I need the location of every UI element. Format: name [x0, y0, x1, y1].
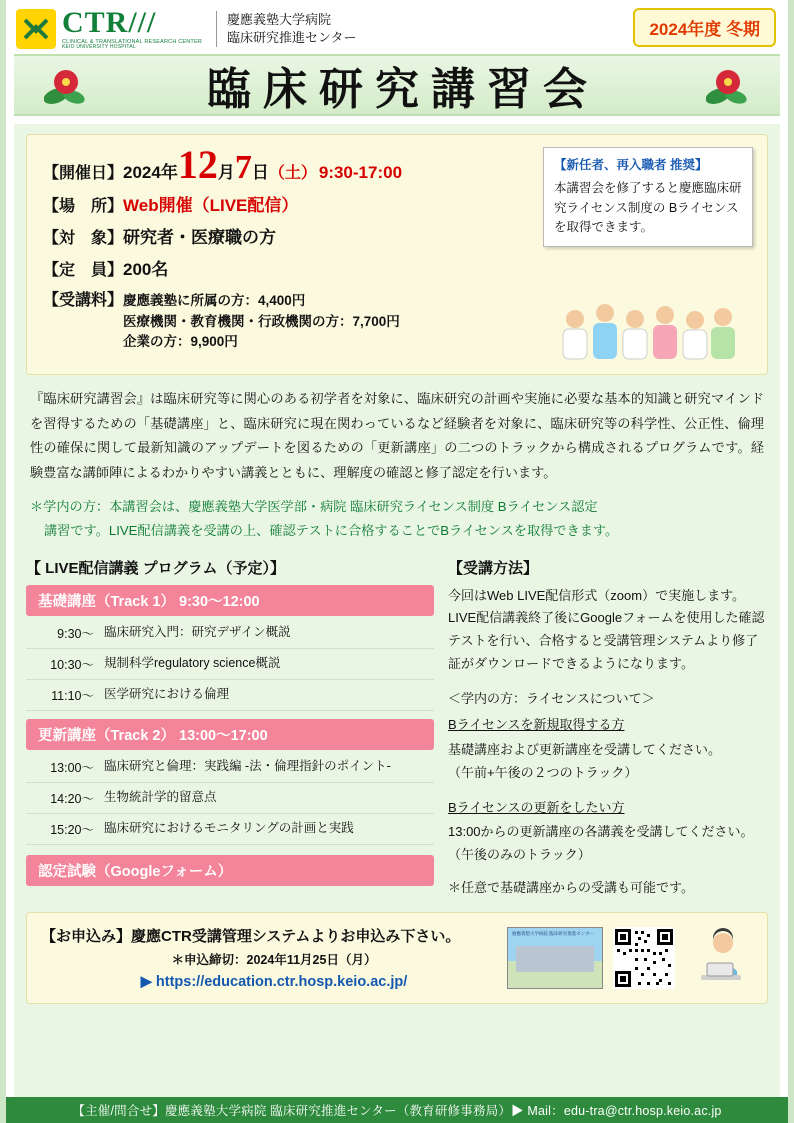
two-column-section: [26, 557, 768, 900]
session-row: [26, 814, 434, 845]
new-license-body2: （午前+午後の２つのトラック）: [448, 764, 638, 780]
photo-caption: 慶應義塾大学病院 臨床研究推進センター: [512, 930, 595, 936]
session-row: [26, 680, 434, 711]
method-column: [448, 557, 768, 900]
page-title: 臨床研究講習会: [207, 65, 599, 114]
session-row: [26, 618, 434, 649]
session-row: [26, 649, 434, 680]
page-header: [6, 0, 788, 52]
application-instruction: 慶應CTR受講管理システムよりお申込み下さい。: [131, 928, 461, 946]
description-paragraph: 『臨床研究講習会』は臨床研究等に関心のある初学者を対象に、臨床研究の計画や実施に必要な基本的知識と研究マインドを習得するための「基礎講座」と、臨床研究に現在関わっているなど経験者を対象に、臨床研究等の科学性、公正性、倫理性の確保に関して最新知識のアップデートを図るための「更新講座」の二つのトラックから構成されるプログラムです。経験豊富な講師陣によるわかりやすい講義とともに、理解度の確認と修了認定を行います。: [30, 391, 764, 480]
fee-values: [123, 291, 400, 354]
license-note-line1: ＊学内の方：本講習会は、慶應義塾大学医学部・病院 臨床研究ライセンス制度 Bライセンス認定: [30, 499, 598, 515]
application-url-link[interactable]: ▶ https://education.ctr.hosp.keio.ac.jp/: [140, 974, 408, 991]
date-value: [123, 142, 403, 187]
application-box: [26, 912, 768, 1004]
fee-label: 【受講料】: [43, 291, 124, 309]
season-badge: 2024年度 冬期: [633, 8, 776, 47]
session-time: 13:00〜: [50, 760, 94, 775]
method-heading: 【受講方法】: [448, 559, 539, 577]
session-time: 15:20〜: [50, 822, 94, 837]
license-note-paragraph: [30, 495, 764, 543]
session-time: 10:30〜: [50, 657, 94, 672]
license-note-line2: 講習です。LIVE配信講義を受講の上、確認テストに合格することでBライセンスを取得できます。: [44, 522, 619, 538]
qr-code-icon[interactable]: [613, 927, 675, 989]
new-license-heading: Bライセンスを新規取得する方: [448, 717, 625, 733]
application-label: 【お申込み】: [41, 928, 132, 946]
session-title: 規制科学regulatory science概説: [104, 655, 281, 670]
fee-line: 慶應義塾に所属の方：4,400円: [123, 292, 306, 308]
page-footer: 【主催/問合せ】慶應義塾大学病院 臨床研究推進センター（教育研修事務局）▶ Mail：edu-tra@ctr.hosp.keio.ac.jp: [6, 1097, 788, 1123]
license-note-title: 【新任者、再入職者 推奨】: [554, 158, 708, 172]
building-shape-icon: [516, 946, 594, 972]
new-license-body1: 基礎講座および更新講座を受講してください。: [448, 742, 722, 758]
content-panel: [14, 124, 780, 1102]
session-row: [26, 783, 434, 814]
method-paragraph: 今回はWeb LIVE配信形式（zoom）で実施します。LIVE配信講義終了後にGoogleフォームを使用した確認テストを行い、合格すると受講管理システムより修了証がダウンロードできるようになります。: [448, 587, 765, 671]
ctr-slash-icon: ///: [128, 5, 157, 39]
session-row: [26, 752, 434, 783]
hospital-photo: [507, 927, 603, 989]
optional-note: ＊任意で基礎講座からの受講も可能です。: [448, 879, 694, 895]
application-title: [41, 925, 507, 946]
target-label: 【対 象】: [43, 229, 124, 247]
date-weekday: （土）: [268, 165, 317, 182]
org-line1: 慶應義塾大学病院: [227, 12, 332, 28]
session-title: 医学研究における倫理: [104, 686, 230, 701]
session-time: 11:10〜: [51, 688, 94, 703]
renew-license-heading: Bライセンスの更新をしたい方: [448, 799, 625, 815]
date-month-unit: 月: [217, 163, 235, 182]
ctr-subtitle-en2: KEIO UNIVERSITY HOSPITAL: [62, 44, 136, 51]
program-column: [26, 557, 434, 900]
exam-header: 認定試験（Googleフォーム）: [26, 855, 434, 886]
medical-staff-illustration-icon: [547, 295, 747, 373]
license-section-heading: ＜学内の方：ライセンスについて＞: [448, 690, 655, 706]
application-text: [41, 925, 507, 990]
person-with-laptop-illustration-icon: [687, 925, 753, 991]
capacity-label: 【定 員】: [43, 261, 124, 279]
application-deadline: ＊申込締切：2024年11月25日（月）: [171, 953, 377, 968]
date-month-number: 12: [177, 142, 218, 187]
renew-license-body2: （午後のみのトラック）: [448, 847, 591, 863]
program-heading: 【 LIVE配信講義 プログラム（予定）】: [26, 559, 286, 577]
title-banner: [14, 54, 780, 116]
license-note-body: 本講習会を修了すると慶應臨床研究ライセンス制度の Bライセンスを取得できます。: [554, 181, 742, 235]
track2-header: 更新講座（Track 2） 13:00〜17:00: [26, 719, 434, 750]
date-label: 【開催日】: [43, 165, 124, 182]
camellia-flower-icon: [44, 66, 88, 106]
date-day-unit: 日: [251, 163, 269, 182]
method-text: [448, 585, 768, 900]
place-label: 【場 所】: [43, 197, 124, 215]
ctr-acronym: [62, 5, 202, 39]
date-time: 9:30-17:00: [318, 163, 403, 182]
fee-line: 医療機関・教育機関・行政機関の方：7,700円: [123, 313, 400, 329]
camellia-flower-icon: [706, 66, 750, 106]
info-row-capacity: [43, 255, 751, 280]
session-title: 臨床研究入門：研究デザイン概説: [104, 624, 291, 639]
place-value: Web開催（LIVE配信）: [123, 195, 299, 215]
ctr-subtitle-en: CLINICAL & TRANSLATIONAL RESEARCH CENTER: [62, 38, 203, 45]
target-value: 研究者・医療職の方: [123, 227, 277, 247]
cross-glyph-icon: [18, 11, 54, 47]
session-title: 生物統計学的留意点: [104, 789, 217, 804]
session-title: 臨床研究におけるモニタリングの計画と実践: [104, 820, 354, 835]
ctr-acronym-text: CTR: [62, 5, 129, 39]
session-title: 臨床研究と倫理：実践編 -法・倫理指針のポイント-: [104, 758, 391, 773]
ctr-logo: [16, 5, 357, 51]
date-year: 2024年: [123, 163, 178, 182]
date-day-number: 7: [234, 149, 252, 186]
session-time: 14:20〜: [50, 791, 94, 806]
keio-cross-icon: [16, 9, 56, 49]
org-name: [216, 11, 356, 46]
ctr-wordmark: [62, 5, 203, 51]
renew-license-body1: 13:00からの更新講座の各講義を受講してください。: [448, 824, 754, 840]
event-info-box: [26, 134, 768, 375]
session-time: 9:30〜: [57, 626, 94, 641]
track1-header: 基礎講座（Track 1） 9:30〜12:00: [26, 585, 434, 616]
fee-line: 企業の方：9,900円: [123, 334, 238, 350]
license-note-box: [543, 147, 753, 247]
org-line2: 臨床研究推進センター: [227, 30, 357, 45]
capacity-value: 200名: [123, 259, 169, 279]
